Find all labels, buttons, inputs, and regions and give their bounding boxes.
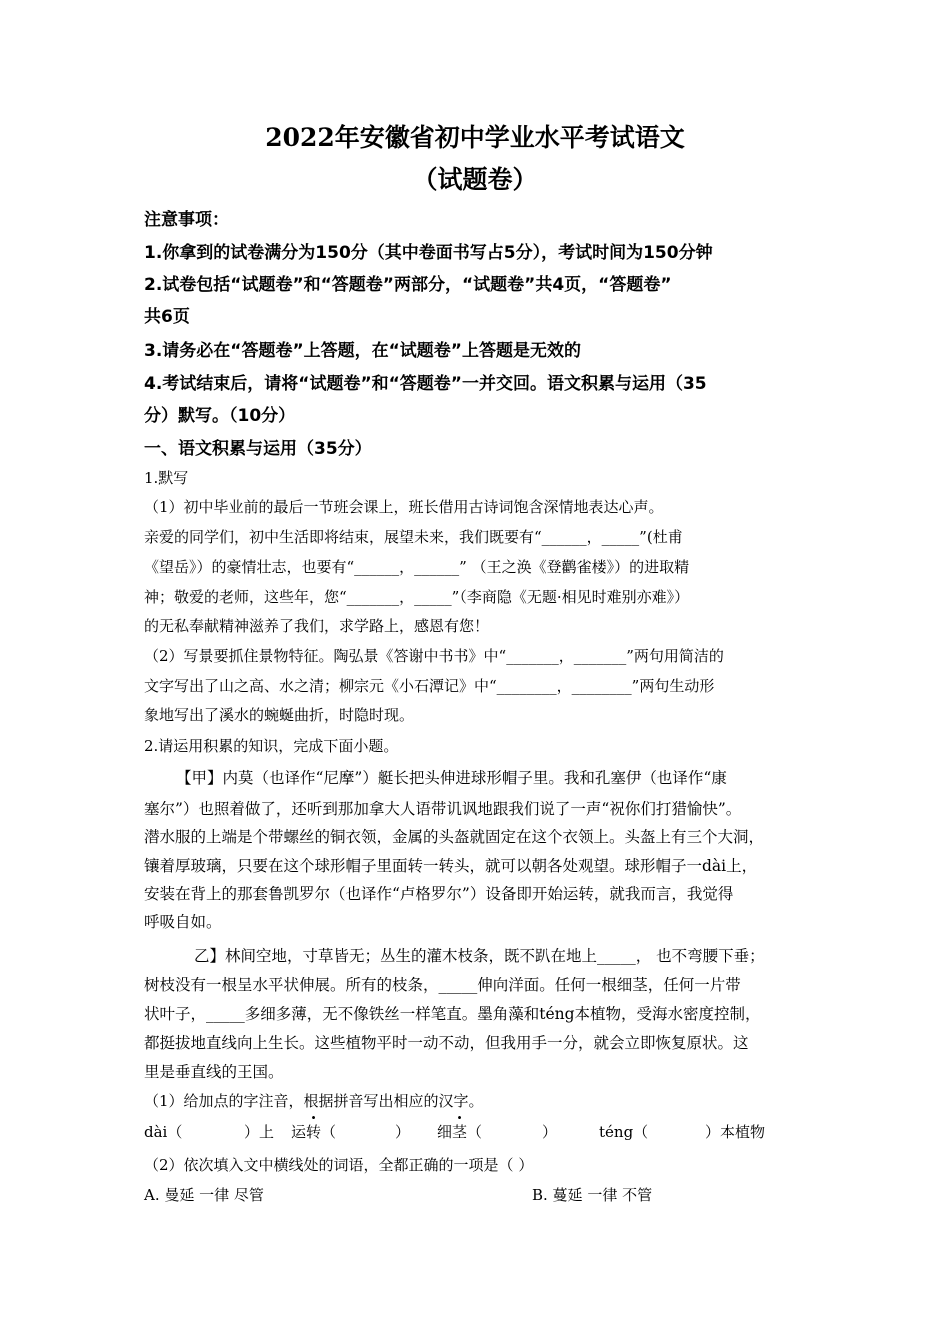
- question-1-line-7: 文字写出了山之高、水之清；柳宗元《小石潭记》中“________，________”两句生动形: [144, 677, 715, 695]
- question-2-label: 2.请运用积累的知识，完成下面小题。: [144, 737, 399, 755]
- sub-question-1: （1）给加点的字注音，根据拼音写出相应的汉字。: [144, 1092, 484, 1110]
- passage-a-line-6: 呼吸自如。: [144, 913, 222, 931]
- passage-a-line-1: 【甲】内莫（也译作“尼摩”）艇长把头伸进球形帽子里。我和孔塞伊（也译作“康: [176, 769, 727, 787]
- section-heading: 一、语文积累与运用（35分）: [144, 439, 372, 459]
- notice-line-2: 2.试卷包括“试题卷”和“答题卷”两部分，“试题卷”共4页，“答题卷”: [144, 275, 672, 295]
- passage-b-line-5: 里是垂直线的王国。: [144, 1063, 284, 1081]
- xijing-char-1: 细: [437, 1123, 453, 1141]
- exam-title: 2022年安徽省初中学业水平考试语文: [265, 123, 685, 152]
- xijing-open-paren: （: [467, 1123, 483, 1141]
- question-1-line-2: 亲爱的同学们，初中生活即将结束，展望未来，我们既要有“______，_____”(杜甫: [144, 528, 683, 546]
- yunzhuan-close-paren: ）: [395, 1123, 411, 1141]
- xijing-dotted-char: 茎: [452, 1123, 468, 1141]
- notice-line-5: 4.考试结束后，请将“试题卷”和“答题卷”一并交回。语文积累与运用（35: [144, 374, 707, 394]
- question-1-line-8: 象地写出了溪水的蜿蜒曲折，时隐时现。: [144, 706, 415, 724]
- passage-a-line-3: 潜水服的上端是个带螺丝的铜衣领，金属的头盔就固定在这个衣领上。头盔上有三个大洞，: [144, 828, 765, 846]
- sub-question-2: （2）依次填入文中横线处的词语，全都正确的一项是（ ）: [144, 1156, 534, 1174]
- passage-a-line-4: 镶着厚玻璃，只要在这个球形帽子里面转一转头，就可以朝各处观望。球形帽子一dài上，: [144, 857, 758, 875]
- question-1-line-4: 神；敬爱的老师，这些年，您“_______，_____”（李商隐《无题·相见时难别亦难》）: [144, 588, 690, 606]
- question-1-line-6: （2）写景要抓住景物特征。陶弘景《答谢中书书》中“_______，_______”两句用简洁的: [144, 647, 724, 665]
- passage-b-line-3: 状叶子，_____多细多薄，无不像铁丝一样笔直。墨角藻和téng本植物，受海水密度控制，: [144, 1005, 761, 1023]
- question-1-line-5: 的无私奉献精神滋养了我们，求学路上，感恩有您！: [144, 617, 490, 635]
- notice-line-6: 分）默写。（10分）: [144, 406, 296, 426]
- passage-b-line-1: 乙】林间空地，寸草皆无；丛生的灌木枝条，既不趴在地上_____， 也不弯腰下垂；: [194, 947, 765, 965]
- question-1-line-3: 《望岳》）的豪情壮志，也要有“______，______” （王之涣《登鹳雀楼》）的进取精: [144, 558, 690, 576]
- xijing-word: [437, 1121, 482, 1142]
- notice-line-3: 共6页: [144, 307, 190, 327]
- teng-suffix: ）本植物: [705, 1123, 766, 1141]
- yunzhuan-char-1: 运: [291, 1123, 307, 1141]
- option-b: B. 蔓延 一律 不管: [532, 1186, 653, 1204]
- yunzhuan-word: [291, 1121, 336, 1142]
- exam-subtitle: （试题卷）: [412, 165, 538, 194]
- notice-heading: 注意事项：: [144, 210, 229, 230]
- passage-a-line-2: 塞尔”）也照着做了，还听到那加拿大人语带讥讽地跟我们说了一声“祝你们打猎愉快”。: [144, 800, 742, 818]
- option-a: A. 曼延 一律 尽管: [144, 1186, 264, 1204]
- notice-line-1: 1.你拿到的试卷满分为150分（其中卷面书写占5分），考试时间为150分钟: [144, 243, 713, 263]
- xijing-close-paren: ）: [542, 1123, 558, 1141]
- yunzhuan-dotted-char: 转: [306, 1123, 322, 1141]
- question-1-label: 1.默写: [144, 469, 189, 487]
- passage-b-line-4: 都挺拔地直线向上生长。这些植物平时一动不动，但我用手一分，就会立即恢复原状。这: [144, 1034, 749, 1052]
- passage-a-line-5: 安装在背上的那套鲁凯罗尔（也译作“卢格罗尔”）设备即开始运转，就我而言，我觉得: [144, 885, 734, 903]
- question-1-line-1: （1）初中毕业前的最后一节班会课上，班长借用古诗词饱含深情地表达心声。: [144, 498, 664, 516]
- notice-line-4: 3.请务必在“答题卷”上答题，在“试题卷”上答题是无效的: [144, 341, 581, 361]
- teng-prefix: téng（: [599, 1123, 649, 1141]
- passage-b-line-2: 树枝没有一根呈水平状伸展。所有的枝条，_____伸向洋面。任何一根细茎，任何一片带: [144, 976, 741, 994]
- dai-prefix: dài（: [144, 1123, 183, 1141]
- dai-suffix: ）上: [244, 1123, 275, 1141]
- yunzhuan-open-paren: （: [321, 1123, 337, 1141]
